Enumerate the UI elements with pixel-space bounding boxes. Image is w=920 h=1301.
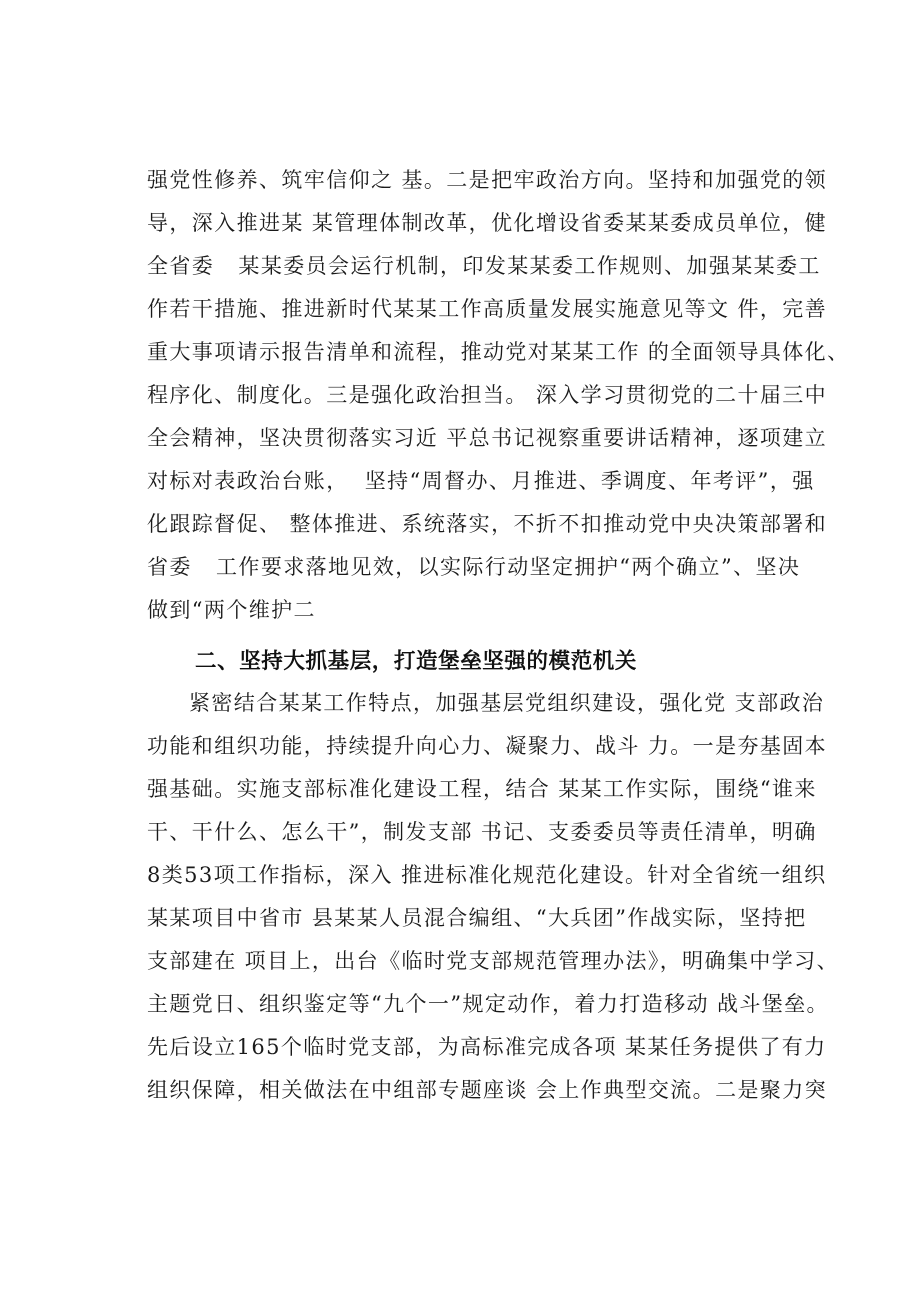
- text-line: 省委 工作要求落地见效，以实际行动坚定拥护“两个确立”、坚决: [147, 555, 801, 579]
- text-line: 作若干措施、推进新时代某某工作高质量发展实施意见等文 件，完善: [147, 297, 828, 321]
- text-line: 化跟踪督促、 整体推进、系统落实，不折不扣推动党中央决策部署和: [147, 512, 828, 536]
- text-line: 导，深入推进某 某管理体制改革，优化增设省委某某委成员单位，健: [147, 211, 828, 235]
- text-line: 先后设立165个临时党支部，为高标准完成各项 某某任务提供了有力: [147, 1035, 827, 1059]
- text-line: 干、干什么、怎么干”，制发支部 书记、支委委员等责任清单，明确: [147, 820, 817, 844]
- text-line: 组织保障，相关做法在中组部专题座谈 会上作典型交流。二是聚力突: [147, 1078, 828, 1102]
- text-line: 重大事项请示报告清单和流程，推动党对某某工作 的全面领导具体化、: [147, 340, 850, 364]
- text-line: 强党性修养、筑牢信仰之 基。二是把牢政治方向。坚持和加强党的领: [147, 168, 828, 192]
- text-line: 全省委 某某委员会运行机制，印发某某委工作规则、加强某某委工: [147, 254, 821, 278]
- text-line: 8类53项工作指标，深入 推进标准化规范化建设。针对全省统一组织: [147, 863, 827, 887]
- text-line: 功能和组织功能，持续提升向心力、凝聚力、战斗 力。一是夯基固本: [147, 734, 828, 758]
- text-line: 程序化、制度化。三是强化政治担当。 深入学习贯彻党的二十届三中: [147, 383, 828, 407]
- text-line: 紧密结合某某工作特点，加强基层党组织建设，强化党 支部政治: [189, 691, 825, 715]
- text-line: 主题党日、组织鉴定等“九个一”规定动作，着力打造移动 战斗堡垒。: [147, 992, 829, 1016]
- text-line: 某某项目中省市 县某某人员混合编组、“大兵团”作战实际，坚持把: [147, 906, 807, 930]
- text-line: 强基础。实施支部标准化建设工程，结合 某某工作实际，围绕“谁来: [147, 777, 817, 801]
- text-line: 支部建在 项目上，出台《临时党支部规范管理办法》，明确集中学习、: [147, 949, 839, 973]
- text-line: 全会精神，坚决贯彻落实习近 平总书记视察重要讲话精神，逐项建立: [147, 426, 828, 450]
- section-one-paragraph: [147, 159, 850, 632]
- section-two-paragraph: [147, 682, 839, 1112]
- text-line: 对标对表政治台账， 坚持“周督办、月推进、季调度、年考评”，强: [147, 469, 815, 493]
- section-heading: 二、坚持大抓基层，打造堡垒坚强的模范机关: [195, 649, 638, 674]
- text-line: 做到“两个维护二: [147, 598, 316, 622]
